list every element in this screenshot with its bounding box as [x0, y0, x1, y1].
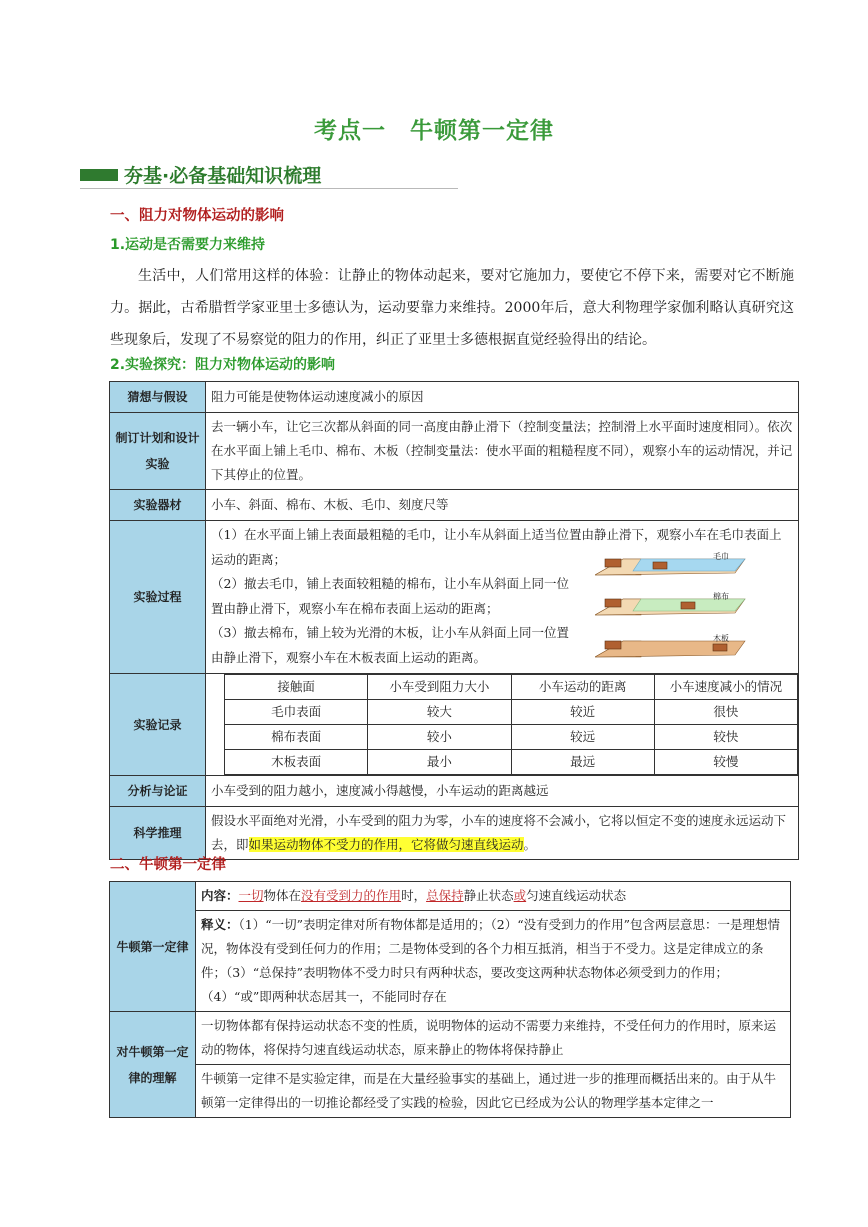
table-row	[225, 700, 798, 725]
understand-label: 对牛顿第一定律的理解	[110, 1012, 196, 1118]
record-cell	[206, 674, 799, 776]
record-header: 小车受到阻力大小	[368, 675, 511, 700]
ramp-diagram-icon	[595, 545, 755, 669]
record-cell-value: 木板表面	[225, 750, 368, 775]
record-header: 小车速度减小的情况	[654, 675, 797, 700]
record-cell-value: 较小	[368, 725, 511, 750]
ramp-label-cloth: 棉布	[713, 592, 729, 601]
reasoning-label: 科学推理	[110, 807, 206, 860]
record-cell-value: 较远	[511, 725, 654, 750]
content-part: 或	[513, 888, 527, 903]
content-label: 内容：	[201, 888, 239, 903]
record-header: 接触面	[225, 675, 368, 700]
record-cell-value: 较快	[654, 725, 797, 750]
process-label: 实验过程	[110, 521, 206, 674]
reasoning-end: 。	[523, 837, 537, 852]
analysis-label: 分析与论证	[110, 776, 206, 807]
record-cell-value: 较慢	[654, 750, 797, 775]
sub2-heading: 2.实验探究：阻力对物体运动的影响	[110, 357, 336, 373]
record-header: 小车运动的距离	[511, 675, 654, 700]
law-explain	[196, 911, 791, 1012]
understand-text-1: 一切物体都有保持运动状态不变的性质，说明物体的运动不需要力来维持，不受任何力的作用时，原来运动的物体，将保持匀速直线运动状态，原来静止的物体将保持静止	[196, 1012, 791, 1065]
content-part: 静止状态	[463, 888, 514, 903]
ramp-label-towel: 毛巾	[713, 552, 729, 561]
content-part: 总保持	[426, 888, 464, 903]
record-cell-value: 最远	[511, 750, 654, 775]
equip-text: 小车、斜面、棉布、木板、毛巾、刻度尺等	[206, 490, 799, 521]
record-cell-value: 毛巾表面	[225, 700, 368, 725]
banner-underline	[80, 188, 458, 189]
analysis-text: 小车受到的阻力越小，速度减小得越慢，小车运动的距离越远	[206, 776, 799, 807]
experiment-table	[109, 381, 799, 860]
reasoning-highlight: 如果运动物体不受力的作用，它将做匀速直线运动	[248, 837, 524, 852]
law-label: 牛顿第一定律	[110, 882, 196, 1012]
reasoning-cell	[206, 807, 799, 860]
explain-text: （1）“一切”表明定律对所有物体都是适用的；（2）“没有受到力的作用”包含两层意思：一是理想情况，物体没有受到任何力的作用；二是物体受到的各个力相互抵消，相当于不受力。这是定律成立的条件；（3）“总保持”表明物体不受力时只有两种状态，要改变这两种状态物体必须受到力的作用；（4）“或”即两种状态居其一，不能同时存在	[201, 917, 780, 1004]
process-step-3: （3）撤去棉布，铺上较为光滑的木板，让小车从斜面上同一位置由静止滑下，观察小车在木板表面上运动的距离。	[211, 625, 569, 665]
content-part: 物体在	[263, 888, 302, 903]
record-cell-value: 最小	[368, 750, 511, 775]
table-row	[225, 725, 798, 750]
process-step-2: （2）撤去毛巾，铺上表面较粗糙的棉布，让小车从斜面上同一位置由静止滑下，观察小车在棉布表面上运动的距离；	[211, 576, 569, 616]
law-content	[196, 882, 791, 911]
section-banner	[80, 160, 460, 190]
record-cell-value: 较大	[368, 700, 511, 725]
ramp-illustration	[595, 545, 755, 669]
content-part: 匀速直线运动状态	[526, 888, 627, 903]
table-row	[225, 750, 798, 775]
banner-title: 夯基·必备基础知识梳理	[124, 165, 322, 187]
process-cell	[206, 521, 799, 674]
sub1-heading: 1.运动是否需要力来维持	[110, 237, 266, 253]
equip-label: 实验器材	[110, 490, 206, 521]
understand-text-2: 牛顿第一定律不是实验定律，而是在大量经验事实的基础上，通过进一步的推理而概括出来的。由于从牛顿第一定律得出的一切推论都经受了实践的检验，因此它已经成为公认的物理学基本定律之一	[196, 1065, 791, 1118]
record-label: 实验记录	[110, 674, 206, 776]
process-step-1: （1）在水平面上铺上表面最粗糙的毛巾，让小车从斜面上适当位置由静止滑下，观察小车在毛巾表面上运动的距离；	[211, 527, 782, 567]
plan-label: 制订计划和设计实验	[110, 413, 206, 490]
page-title: 考点一 牛顿第一定律	[314, 118, 554, 144]
reasoning-text: 假设水平面绝对光滑，小车受到的阻力为零，小车的速度将不会减小，它将以恒定不变的速度永远运动下去，即	[211, 813, 787, 852]
guess-text: 阻力可能是使物体运动速度减小的原因	[206, 382, 799, 413]
explain-label: 释义：	[201, 917, 239, 932]
record-cell-value: 较近	[511, 700, 654, 725]
record-cell-value: 棉布表面	[225, 725, 368, 750]
content-part: 一切	[238, 888, 264, 903]
plan-text: 去一辆小车，让它三次都从斜面的同一高度由静止滑下（控制变量法；控制滑上水平面时速度相同）。依次在水平面上铺上毛巾、棉布、木板（控制变量法：使水平面的粗糙程度不同），观察小车的运动情况，并记下其停止的位置。	[206, 413, 799, 490]
content-part: 时，	[401, 888, 427, 903]
content-part: 没有受到力的作用	[301, 888, 402, 903]
section2-heading: 二、牛顿第一定律	[110, 857, 226, 873]
law-table	[109, 881, 791, 1118]
banner-bar-icon	[80, 169, 118, 181]
record-cell-value: 很快	[654, 700, 797, 725]
ramp-label-board: 木板	[713, 634, 729, 643]
intro-paragraph: 生活中，人们常用这样的体验：让静止的物体动起来，要对它施加力，要使它不停下来，需要对它不断施力。据此，古希腊哲学家亚里士多德认为，运动要靠力来维持。2000年后，意大利物理学家伽利略认真研究这些现象后，发现了不易察觉的阻力的作用，纠正了亚里士多德根据直觉经验得出的结论。	[110, 268, 794, 348]
record-table	[224, 674, 798, 775]
section1-heading: 一、阻力对物体运动的影响	[110, 208, 284, 224]
guess-label: 猜想与假设	[110, 382, 206, 413]
